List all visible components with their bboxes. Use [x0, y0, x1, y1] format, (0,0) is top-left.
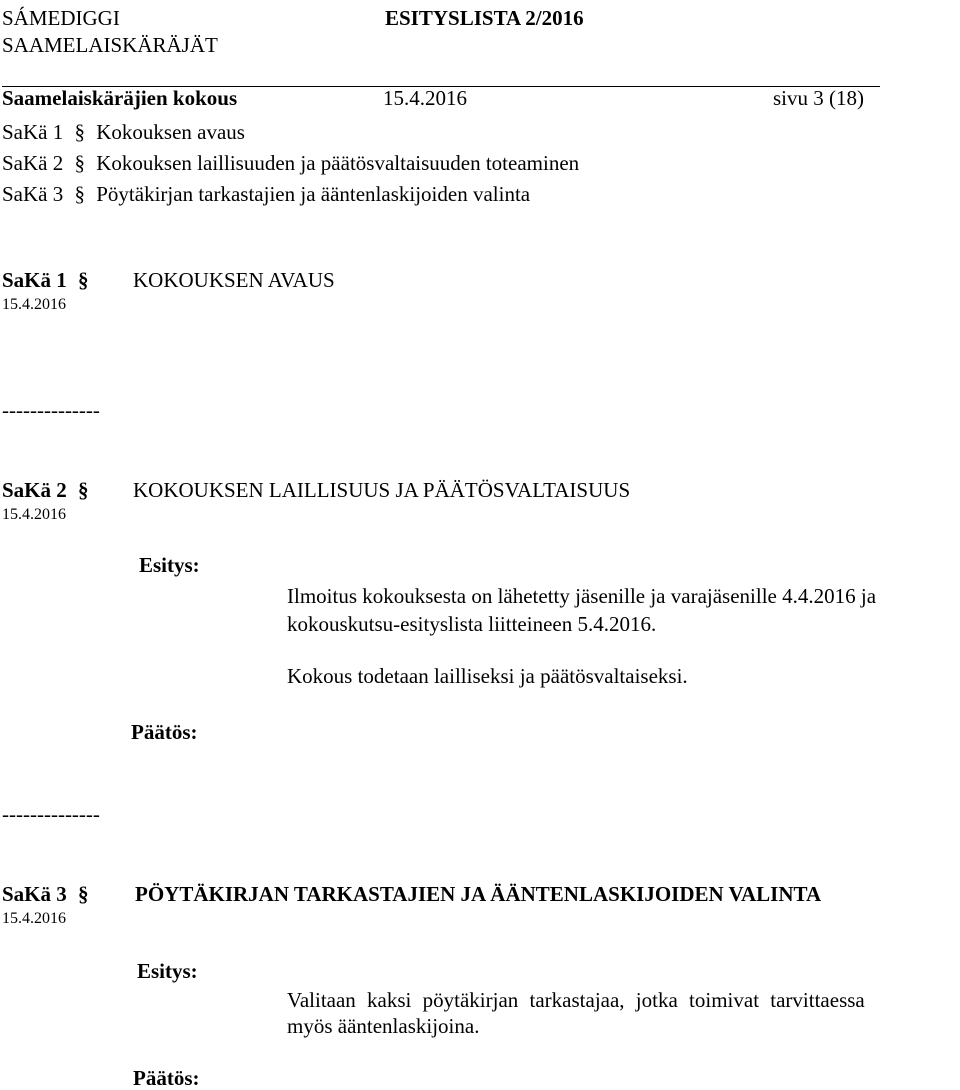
- page-number: sivu 3 (18): [773, 86, 864, 110]
- section-heading-id: [2, 882, 89, 906]
- section-id: SaKä 2: [2, 478, 67, 502]
- meeting-name: Saamelaiskäräjien kokous: [2, 86, 238, 110]
- section-sign-icon: §: [74, 120, 85, 144]
- paatos-label: Päätös:: [133, 1066, 200, 1090]
- toc-item-id: SaKä 3: [2, 182, 64, 206]
- section-heading-id: [2, 268, 89, 292]
- toc-item: [2, 120, 245, 144]
- doc-title: ESITYSLISTA 2/2016: [385, 6, 584, 30]
- section-sign-icon: §: [74, 182, 85, 206]
- esitys-text: myös ääntenlaskijoina.: [287, 1014, 480, 1038]
- section-title: KOKOUKSEN AVAUS: [133, 268, 335, 292]
- section-sign-icon: §: [78, 478, 89, 502]
- paatos-label: Päätös:: [131, 720, 198, 744]
- esitys-text: kokouskutsu-esityslista liitteineen 5.4.2016.: [287, 612, 657, 636]
- org-name: SÁMEDIGGI: [2, 6, 120, 30]
- meeting-date: 15.4.2016: [383, 86, 467, 110]
- esitys-text: Valitaan kaksi pöytäkirjan tarkastajaa, jotka toimivat tarvittaessa: [287, 988, 865, 1012]
- section-title: KOKOUKSEN LAILLISUUS JA PÄÄTÖSVALTAISUUS: [133, 478, 631, 502]
- org-name-fi: SAAMELAISKÄRÄJÄT: [2, 33, 218, 57]
- toc-item-id: SaKä 1: [2, 120, 64, 144]
- toc-item-title: Kokouksen avaus: [96, 120, 245, 144]
- section-id: SaKä 1: [2, 268, 67, 292]
- esitys-text-justified: [287, 988, 957, 1012]
- esitys-text: Ilmoitus kokouksesta on lähetetty jäsenille ja varajäsenille 4.4.2016 ja: [287, 584, 877, 608]
- esitys-text: Kokous todetaan lailliseksi ja päätösvaltaiseksi.: [287, 664, 688, 688]
- section-date: 15.4.2016: [2, 910, 66, 927]
- section-date: 15.4.2016: [2, 506, 66, 523]
- esitys-label: Esitys:: [137, 959, 198, 983]
- esitys-label: Esitys:: [139, 553, 200, 577]
- separator: --------------: [2, 398, 100, 422]
- section-id: SaKä 3: [2, 882, 67, 906]
- separator: --------------: [2, 802, 100, 826]
- section-title: PÖYTÄKIRJAN TARKASTAJIEN JA ÄÄNTENLASKIJOIDEN VALINTA: [135, 882, 822, 906]
- toc-item-title: Pöytäkirjan tarkastajien ja ääntenlaskijoiden valinta: [96, 182, 531, 206]
- toc-item: [2, 182, 530, 206]
- section-date: 15.4.2016: [2, 296, 66, 313]
- toc-item-id: SaKä 2: [2, 151, 64, 175]
- section-heading-id: [2, 478, 89, 502]
- section-sign-icon: §: [78, 882, 89, 906]
- toc-item: [2, 151, 579, 175]
- toc-item-title: Kokouksen laillisuuden ja päätösvaltaisuuden toteaminen: [96, 151, 580, 175]
- section-sign-icon: §: [74, 151, 85, 175]
- section-sign-icon: §: [78, 268, 89, 292]
